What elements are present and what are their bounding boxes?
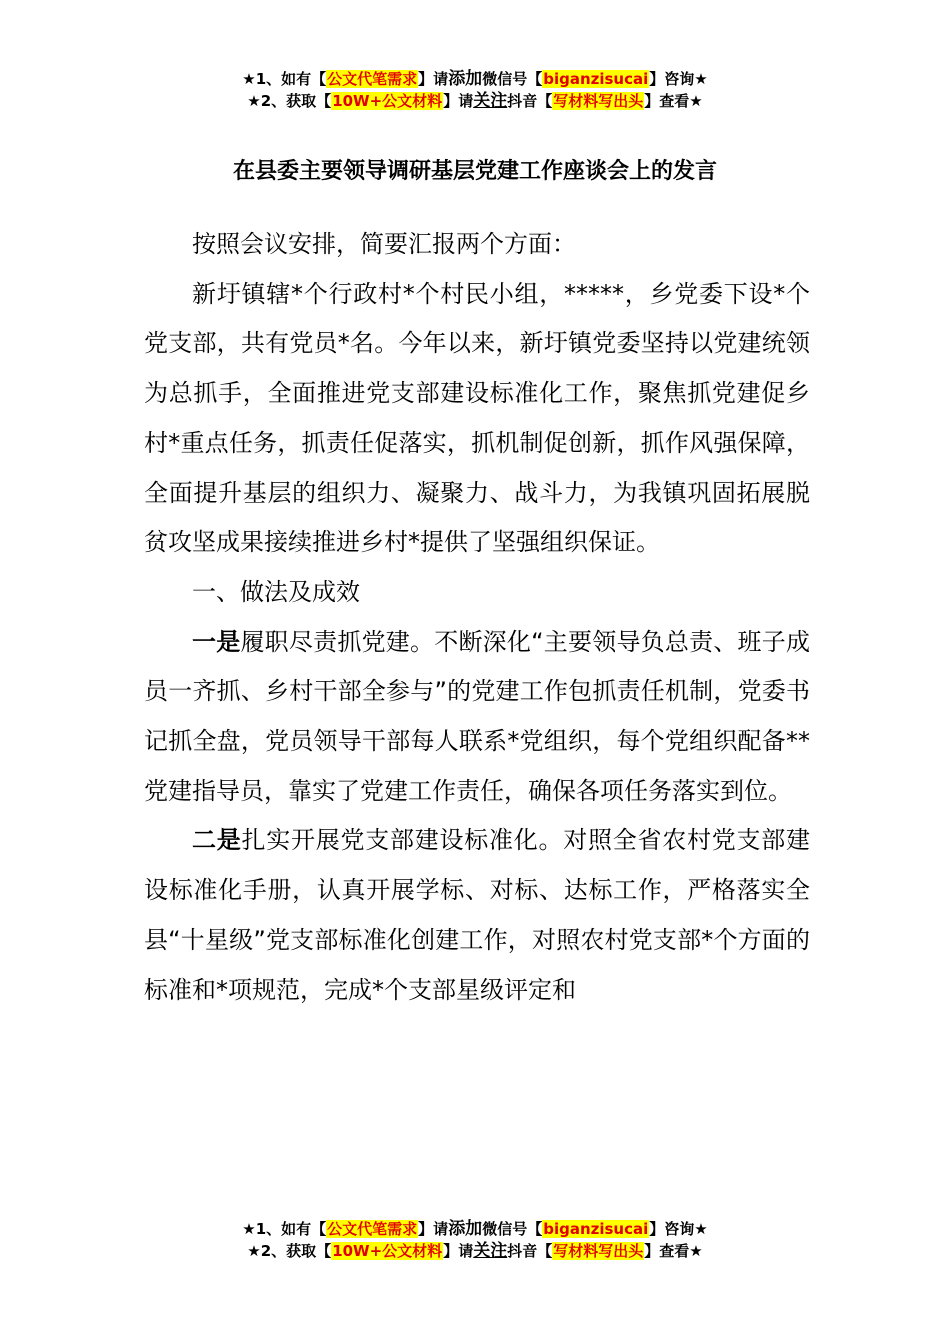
bottom-banner [0,1218,950,1262]
highlight-wechat-id: biganzisucai [543,70,649,88]
banner-line-1: ★1、如有【公文代笔需求】请添加微信号【biganzisucai】咨询★ [242,1219,708,1239]
highlight-service: 公文代笔需求 [327,1220,418,1238]
point-1-text: 履职尽责抓党建。不断深化“主要领导负总责、班子成员一齐抓、乡村干部全参与”的党建工作包抓责任机制，党委书记抓全盘，党员领导干部每人联系*党组织，每个党组织配备**党建指导员，靠实了党建工作责任，确保各项任务落实到位。 [144,627,811,805]
document-title: 在县委主要领导调研基层党建工作座谈会上的发言 [232,159,717,184]
paragraph-point-2 [144,816,810,1015]
highlight-douyin: 写材料写出头 [553,92,644,110]
highlight-service: 公文代笔需求 [327,70,418,88]
point-2-lead: 二是 [192,826,242,855]
highlight-douyin: 写材料写出头 [553,1242,644,1260]
section-heading-1: 一、做法及成效 [192,577,360,606]
point-2-text: 扎实开展党支部建设标准化。对照全省农村党支部建设标准化手册，认真开展学标、对标、达标工作，严格落实全县“十星级”党支部标准化创建工作，对照农村党支部*个方面的标准和*项规范，完成*个支部星级评定和 [144,826,810,1004]
banner-line-2: ★2、获取【10W+公文材料】请关注抖音【写材料写出头】查看★ [247,91,703,111]
paragraph-overview: 新圩镇辖*个行政村*个村民小组，*****，乡党委下设*个党支部，共有党员*名。今年以来，新圩镇党委坚持以党建统领为总抓手，全面推进党支部建设标准化工作，聚焦抓党建促乡村*重点任务，抓责任促落实，抓机制促创新，抓作风强保障，全面提升基层的组织力、凝聚力、战斗力，为我镇巩固拓展脱贫攻坚成果接续推进乡村*提供了坚强组织保证。 [144,279,810,557]
paragraph-intro: 按照会议安排，简要汇报两个方面： [192,230,576,258]
banner-line-1: ★1、如有【公文代笔需求】请添加微信号【biganzisucai】咨询★ [242,69,708,89]
highlight-wechat-id: biganzisucai [543,1220,649,1238]
paragraph-point-1 [144,618,810,817]
point-1-lead: 一是 [192,627,241,656]
top-banner [0,68,950,112]
highlight-materials: 10W+公文材料 [332,92,443,110]
highlight-materials: 10W+公文材料 [332,1242,443,1260]
document-body [144,220,810,1015]
banner-line-2: ★2、获取【10W+公文材料】请关注抖音【写材料写出头】查看★ [247,1241,703,1261]
